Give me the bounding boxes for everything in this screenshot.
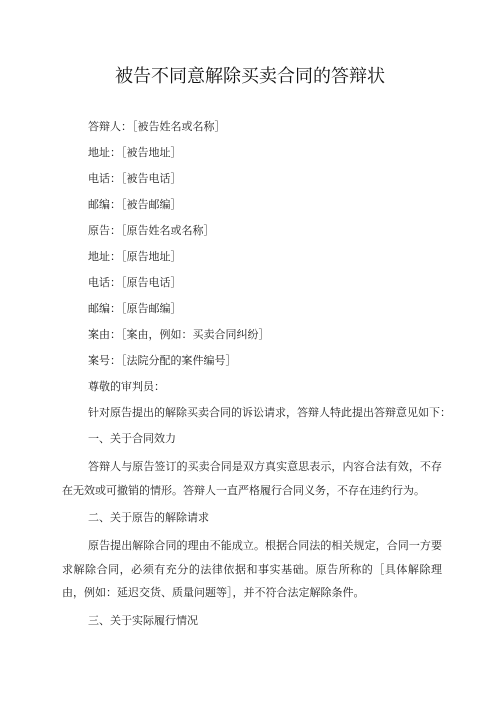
- respondent-name-line: 答辩人：［被告姓名或名称］: [88, 120, 226, 133]
- case-cause-line: 案由：［案由，例如：买卖合同纠纷］: [88, 328, 270, 341]
- intro-line: 针对原告提出的解除买卖合同的诉讼请求，答辩人特此提出答辩意见如下：: [88, 406, 451, 419]
- section-heading-termination-request: 二、关于原告的解除请求: [88, 511, 209, 524]
- section-body-termination-request: 原告提出解除合同的理由不能成立。根据合同法的相关规定，合同一方要求解除合同，必须有充分的法律依据和事实基础。原告所称的［具体解除理由，例如：延迟交货、质量问题等］，并不符合法定解除条件。: [62, 539, 442, 599]
- plaintiff-address-line: 地址：［原告地址］: [88, 250, 182, 263]
- plaintiff-name-line: 原告：［原告姓名或名称］: [88, 224, 215, 237]
- respondent-phone-line: 电话：［被告电话］: [88, 172, 182, 185]
- respondent-postcode-line: 邮编：［被告邮编］: [88, 198, 182, 211]
- section-body-contract-validity: 答辩人与原告签订的买卖合同是双方真实意思表示，内容合法有效，不存在无效或可撤销的情形。答辩人一直严格履行合同义务，不存在违约行为。: [62, 460, 442, 497]
- salutation-line: 尊敬的审判员：: [88, 380, 165, 393]
- section-heading-actual-performance: 三、关于实际履行情况: [88, 614, 198, 627]
- plaintiff-postcode-line: 邮编：［原告邮编］: [88, 302, 182, 315]
- section-heading-contract-validity: 一、关于合同效力: [88, 432, 176, 445]
- plaintiff-phone-line: 电话：［原告电话］: [88, 276, 182, 289]
- document-title: 被告不同意解除买卖合同的答辩状: [115, 66, 385, 87]
- case-number-line: 案号：［法院分配的案件编号］: [88, 354, 237, 367]
- respondent-address-line: 地址：［被告地址］: [88, 146, 182, 159]
